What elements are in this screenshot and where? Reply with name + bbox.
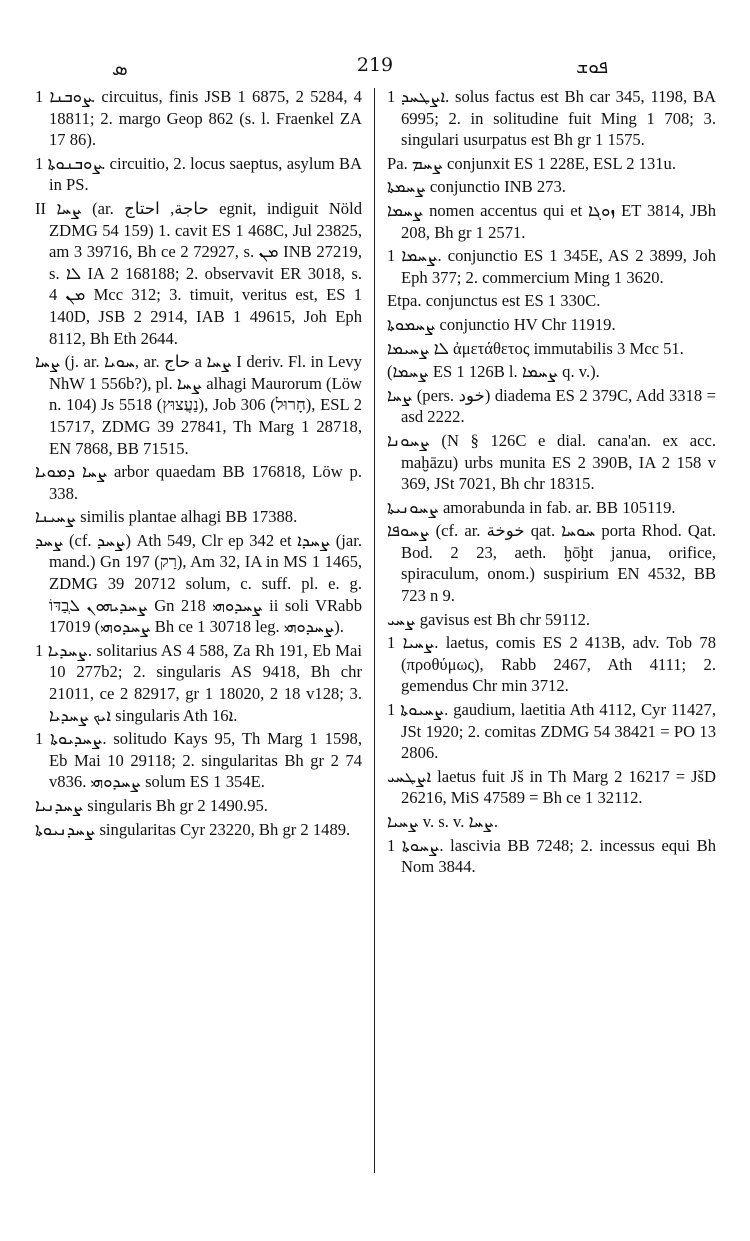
right-column — [375, 86, 724, 1226]
dictionary-entry: ܨܚܡܐ nomen accentus qui et ܙܘܓܐ ET 3814, JBh 208, Bh gr 1 2571. — [387, 200, 716, 242]
dictionary-entry: ܨܚܕܝܘܬܐ 1. solitudo Kays 95, Th Marg 1 1598, Eb Mai 10 29118; 2. singularitas Bh gr 2 74 v836. ܨܚܕܘܗܝ solum ES 1 354E. — [35, 729, 362, 792]
dictionary-entry: ܨܚܐ ܕܡܘܝܐ arbor quaedam BB 176818, Löw p. 338. — [35, 462, 362, 503]
dictionary-entry: ܐܨܛܚܕ 1. solus factus est Bh car 345, 1198, BA 6995; 2. in solitudine fuit Ming 1 708; 3. singulari usurpatus est Bh gr 1 1575. — [387, 87, 716, 150]
dictionary-entry: ܨܘܒܢܘܬܐ 1. circuitio, 2. locus saeptus, asylum BA in PS. — [35, 153, 363, 195]
page-header — [82, 50, 668, 78]
dictionary-entry: ܨܚܡܬܐ conjunctio INB 273. — [387, 177, 566, 197]
dictionary-entry: ܨܚܘܦܐ (cf. ar. ﺧﻮﺧﺔ qat. ܚܘܚܐ porta Rhod. Qat. Bod. 2 23, aeth. ḫōḫt janua, orifice, spiraculum, onom.) suspirium EN 4532, BB 723 n 9. — [387, 521, 716, 606]
dictionary-entry: ܨܚܕ (cf. ܨܚܕ) Ath 549, Clr ep 342 et ܨܚܕܐ (jar. mand.) Gn 197 (רַק), Am 32, IA in MS 1 1465, ZDMG 39 20712 solum, c. suff. pl. e. g. ܨܚܕܝܗܘܢ ܠְבַדּוֹ Gn 218 ܨܚܕܘܗܝ ii soli VRabb 17019 (ܨܚܕܘܗܝ Bh ce 1 30718 leg. ܨܚܕܘܗܝ). — [35, 530, 363, 637]
dictionary-entry: ܨܚܘܢܝܬܐ amorabunda in fab. ar. BB 105119. — [387, 497, 676, 517]
dictionary-entry: ܨܚܘܢܐ (N § 126C e dial. cana'an. ex acc. maḫāzu) urbs munita ES 2 390B, IA 2 158 v 369, JSt 7021, Bh chr 18315. — [387, 430, 716, 494]
dictionary-entry: ܨܚܝܢܐ similis plantae alhagi BB 17388. — [35, 507, 298, 527]
dictionary-columns — [25, 86, 725, 1226]
left-column — [25, 86, 374, 1226]
dictionary-entry: ܨܚܝ gavisus est Bh chr 59112. — [387, 609, 591, 629]
dictionary-entry: ܨܚܡܘܬܐ conjunctio HV Chr 11919. — [387, 314, 616, 334]
dictionary-entry: Pa. ܨܚܡ conjunxit ES 1 228E, ESL 2 131u. — [387, 153, 676, 173]
dictionary-entry: ܨܚܕܝܐ 1. solitarius AS 4 588, Za Rh 191, Eb Mai 10 277b2; 2. singularis AS 9418, Bh chr 21011, ce 2 82917, gr 1 18020, 2 18 v128; 3. ܐܝܟ ܨܚܕܝܐ singularis Ath ܐ16. — [35, 640, 362, 725]
header-left-glyph: ܣ — [112, 56, 128, 80]
dictionary-entry: ܨܚܡܐ 1. conjunctio ES 1 345E, AS 2 3899, Joh Eph 377; 2. commercium Ming 1 3620. — [387, 246, 716, 287]
dictionary-entry: ܨܚܕܢܝܘܬܐ singularitas Cyr 23220, Bh gr 2 1489. — [35, 819, 351, 839]
dictionary-entry: II ܨܚܐ (ar. ﺣﺎﺟﺔ, ﺍﺣﺘﺎﺝ egnit, indiguit Nöld ZDMG 54 159) 1. cavit ES 1 468C, Jul 23825, am 3 39716, Bh ce 2 72927, s. ܡܢ INB 27219, s. ܠܐ IA 2 168188; 2. observavit ER 3018, s. ܡܢ 4 Mcc 312; 3. timuit, veritus est, ES 1 140D, JSB 2 2914, IAB 1 49615, Joh Eph 8112, Bh Eth 2644. — [35, 198, 363, 348]
dictionary-entry: ܐܨܛܚܝ laetus fuit Jš in Th Marg 2 16217 = JšD 26216, MiS 47589 = Bh ce 1 32112. — [387, 766, 716, 808]
dictionary-entry: Etpa. conjunctus est ES 1 330C. — [387, 291, 601, 311]
page-number: 219 — [356, 54, 394, 76]
dictionary-entry: ܨܚܘܬܐ 1. lascivia BB 7248; 2. incessus equi Bh Nom 3844. — [387, 835, 716, 877]
dictionary-entry: ܨܚܝܐ 1. laetus, comis ES 2 413B, adv. Tob 78 (προθύμως), Rabb 2467, Ath 4111; 2. gemendus Chr min 3712. — [387, 633, 716, 696]
dictionary-entry: ܨܚܕܢܝܐ singularis Bh gr 2 1490.95. — [35, 796, 268, 815]
dictionary-entry: ܨܚܝܐ v. s. v. ܨܚܐ. — [387, 812, 498, 831]
dictionary-entry: ܠܐ ܨܚܝܡܐ ἀμετάθετος immutabilis 3 Mcc 51. — [387, 338, 684, 358]
dictionary-entry: ܨܚܐ (j. ar. ܚܘܝܐ, ar. ﺣﺎﺝ a ܨܚܐ I deriv. Fl. in Levy NhW 1 556b?), pl. ܨܚܐ alhagi Maurorum (Löw n. 104) Js 5518 (נַעֲצוּץ), Job 306 (חָרוּל), ESL 2 15717, ZDMG 39 27841, Th Marg 1 28718, EN 7868, BB 71515. — [35, 352, 362, 458]
dictionary-entry: ܨܚܐ (pers. ﺧﻮﺩ) diadema ES 2 379C, Add 3318 = asd 2222. — [387, 385, 716, 427]
dictionary-entry: ܨܘܒܢܐ 1. circuitus, finis JSB 1 6875, 2 5284, 4 18811; 2. margo Geop 862 (s. l. Fraenkel ZA 17 86). — [35, 87, 362, 150]
header-right-glyph: ܦܘܫ — [576, 56, 608, 78]
dictionary-entry: ܨܚܝܘܬܐ 1. gaudium, laetitia Ath 4112, Cyr 11427, JSt 1920; 2. comitas ZDMG 54 38421 = PO 13 2806. — [387, 700, 716, 763]
dictionary-entry: (ܨܚܡܐ ES 1 126B l. ܨܚܡܐ q. v.). — [387, 362, 600, 382]
